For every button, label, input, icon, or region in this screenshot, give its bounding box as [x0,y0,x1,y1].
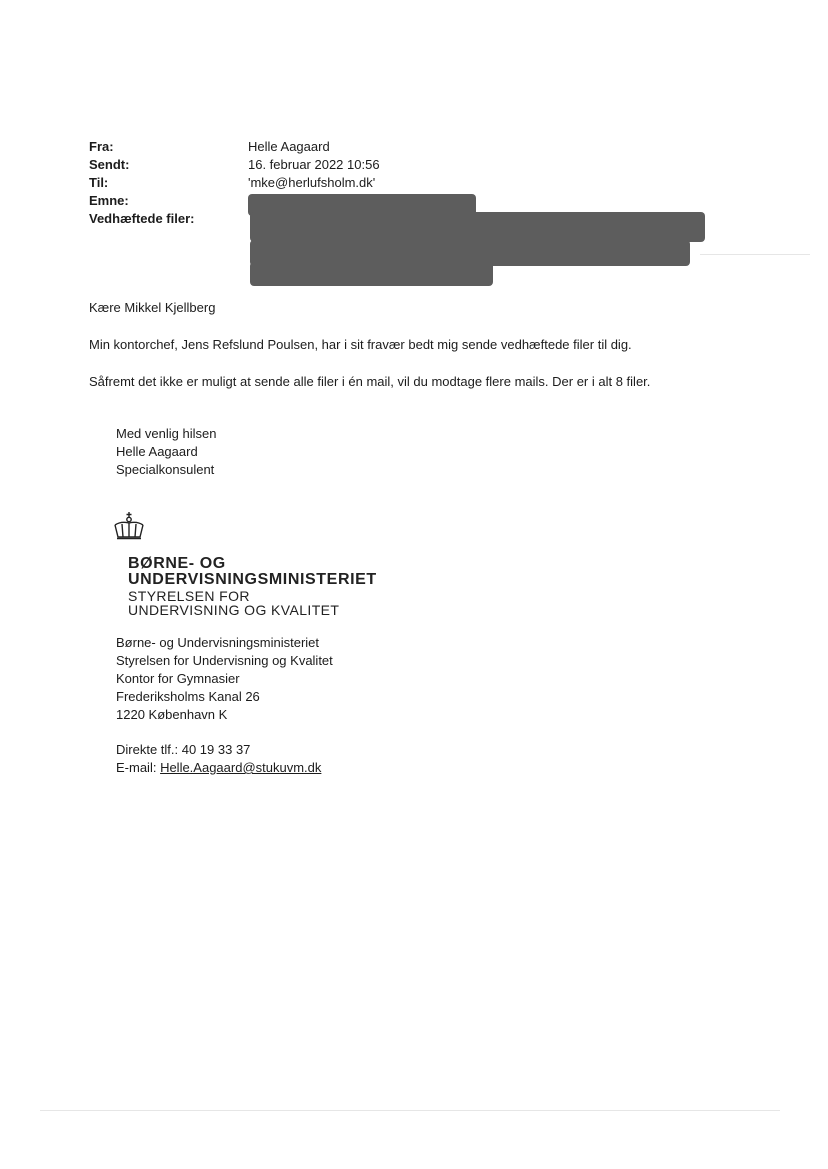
contact-agency: Styrelsen for Undervisning og Kvalitet [116,653,333,668]
contact-office: Kontor for Gymnasier [116,671,240,686]
email-label: E-mail: [116,760,161,775]
logo-line-4: UNDERVISNING OG KVALITET [128,602,340,618]
logo-line-1: BØRNE- OG [128,555,226,572]
logo-line-2: UNDERVISNINGSMINISTERIET [128,571,377,588]
sent-label: Sendt: [89,157,130,172]
paragraph-1: Min kontorchef, Jens Refslund Poulsen, har i sit fravær bedt mig sende vedhæftede filer til dig. [89,337,632,352]
closing: Med venlig hilsen [116,426,217,441]
paragraph-2: Såfremt det ikke er muligt at sende alle filer i én mail, vil du modtage flere mails. Der er i alt 8 filer. [89,374,651,389]
contact-street: Frederiksholms Kanal 26 [116,689,260,704]
greeting: Kære Mikkel Kjellberg [89,300,216,315]
to-label: Til: [89,175,109,190]
from-value: Helle Aagaard [248,139,330,154]
redaction-attachments-3 [250,262,493,286]
signer-name: Helle Aagaard [116,444,198,459]
subject-label: Emne: [89,193,129,208]
logo-line-3: STYRELSEN FOR [128,588,250,604]
contact-phone: Direkte tlf.: 40 19 33 37 [116,742,251,757]
sent-value: 16. februar 2022 10:56 [248,157,380,172]
scan-artifact-bottom [40,1110,780,1111]
scan-artifact-line [700,254,810,255]
contact-org: Børne- og Undervisningsministeriet [116,635,320,650]
signer-title: Specialkonsulent [116,462,215,477]
attachments-label: Vedhæftede filer: [89,211,195,226]
from-label: Fra: [89,139,114,154]
redaction-attachments-1 [250,212,705,242]
contact-email-line [116,760,321,775]
crown-icon [111,511,147,541]
contact-city: 1220 København K [116,707,228,722]
email-link[interactable]: Helle.Aagaard@stukuvm.dk [160,760,322,775]
to-value: 'mke@herlufsholm.dk' [248,175,376,190]
